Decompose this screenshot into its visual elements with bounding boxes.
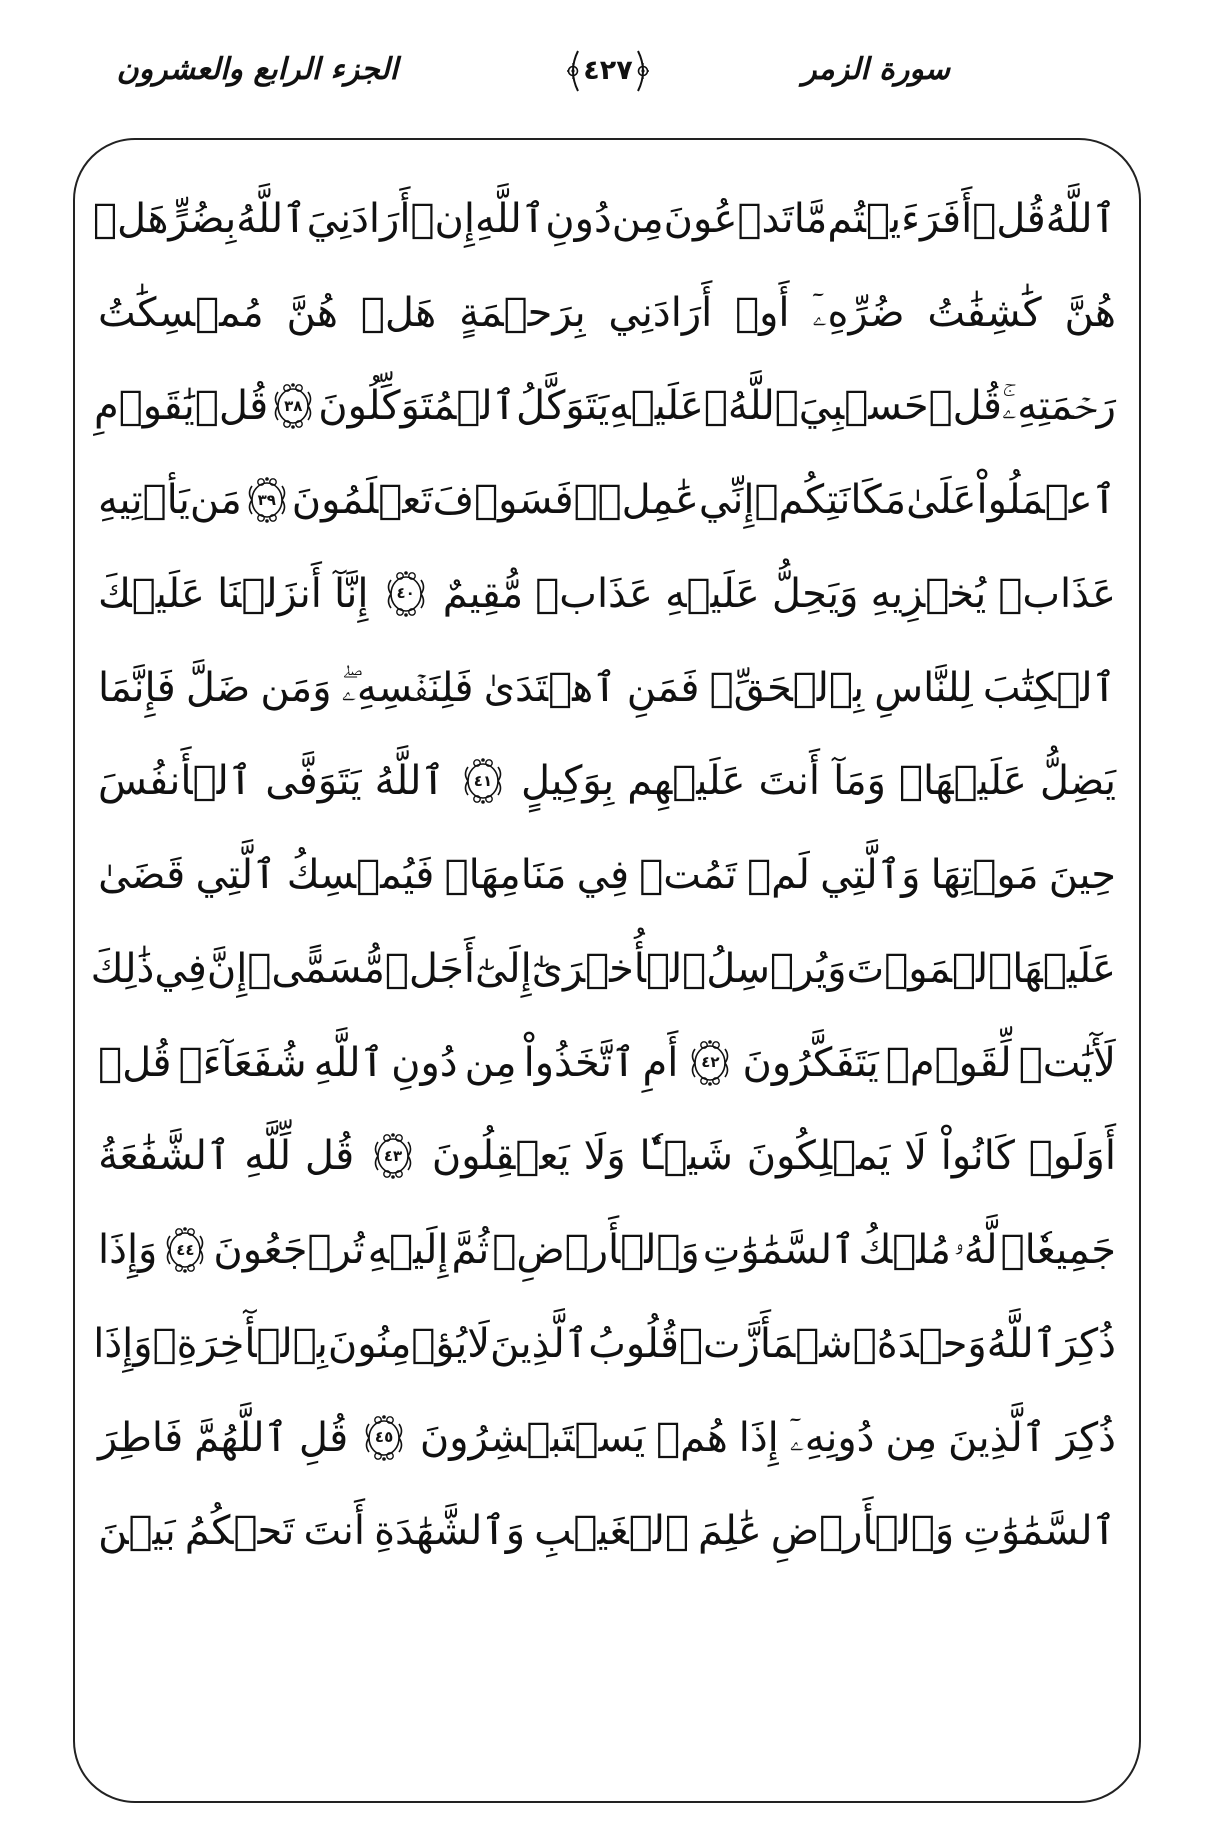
word: ٱلَّذِينَ — [948, 1414, 1047, 1461]
word: ٱللَّهُمَّ — [194, 1414, 288, 1461]
word: ضُرِّهِۦٓ — [812, 289, 905, 336]
word: مُمۡسِكَٰتُ — [98, 289, 264, 336]
word: عَلَيۡهِ — [665, 570, 760, 617]
word: لِّقَوۡمٖ — [885, 1039, 1012, 1086]
word: يَتَفَكَّرُونَ — [742, 1039, 879, 1086]
word: عَلَيۡهَاۖ — [899, 758, 1027, 805]
word: مُّقِيمٌ — [442, 570, 524, 617]
text-line — [98, 641, 1116, 735]
word: فِي — [576, 852, 630, 899]
word: وَٱلۡأَرۡضِ — [770, 1508, 955, 1555]
word: مَّا — [793, 195, 828, 242]
word: مِن — [464, 1039, 517, 1086]
word: ٱللَّهُ — [986, 1320, 1058, 1367]
page-header — [0, 38, 1214, 108]
word: فَيُمۡسِكُ — [286, 852, 435, 899]
word: عَلَيۡهَا — [1012, 945, 1116, 992]
word: ٱلۡأُخۡرَىٰٓ — [531, 945, 707, 992]
text-line — [98, 1110, 1116, 1204]
word: يَعۡقِلُونَ — [431, 1133, 570, 1180]
word: ٱلسَّمَٰوَٰتِ — [702, 1227, 856, 1274]
text-line — [98, 735, 1116, 829]
word: أَوَلَوۡ — [1028, 1133, 1116, 1180]
word: بِٱلۡحَقِّۖ — [709, 664, 865, 711]
quran-text-body — [90, 172, 1116, 1578]
word: أَرَادَنِيَ — [306, 195, 411, 242]
word: عَلَىٰ — [906, 477, 977, 524]
verse-end-marker — [383, 569, 429, 619]
text-line — [98, 547, 1116, 641]
word: ذَٰلِكَ — [90, 945, 155, 992]
page-number-block — [565, 46, 651, 96]
word: عَلَيۡهِم — [627, 758, 746, 805]
word: عَلَيۡكَ — [98, 570, 205, 617]
word: يَضِلُّ — [1039, 758, 1116, 805]
word: لَا — [467, 1320, 491, 1367]
word: أَوۡ — [735, 289, 790, 336]
text-line — [90, 922, 1116, 1016]
text-line — [98, 266, 1116, 360]
word: مِن — [611, 195, 664, 242]
word: وَمَآ — [833, 758, 886, 805]
word: عَلَيۡهِ — [609, 383, 704, 430]
word: فِي — [154, 945, 207, 992]
word: أَنزَلۡنَا — [217, 570, 322, 617]
word: إِنۡ — [410, 195, 475, 242]
word: ٱلۡأَنفُسَ — [98, 758, 253, 805]
word: وَٱلَّتِي — [820, 852, 921, 899]
text-line — [98, 1391, 1116, 1485]
word: لَّهُۥ — [953, 1227, 998, 1274]
word: هُنَّ — [286, 289, 339, 336]
surah-title: سورة الزمر — [802, 52, 950, 87]
text-line — [98, 453, 1116, 547]
word: فَاطِرَ — [98, 1414, 184, 1461]
word: ٱللَّهُ — [236, 195, 307, 242]
word: مَنَامِهَاۖ — [444, 852, 567, 899]
word: إِنَّ — [206, 945, 248, 992]
text-line — [98, 1485, 1116, 1579]
verse-number: ٤٤ — [176, 1240, 195, 1259]
word: قُلۡ — [98, 1039, 172, 1086]
verse-number: ٣٨ — [284, 396, 303, 415]
word: ٱلۡمَوۡتَ — [846, 945, 1013, 992]
verse-end-marker — [244, 475, 290, 525]
word: وَيَحِلُّ — [771, 570, 859, 617]
verse-end-marker — [270, 381, 316, 431]
word: ٱللَّهِ — [313, 1039, 384, 1086]
word: إِذَا — [738, 1414, 779, 1461]
word: جَمِيعٗاۖ — [1000, 1227, 1116, 1274]
word: بَيۡنَ — [98, 1508, 176, 1555]
verse-number: ٤١ — [473, 771, 493, 790]
verse-end-marker — [687, 1038, 733, 1088]
word: رَحۡمَتِهِۦۚ — [1002, 383, 1116, 430]
word: وَلَا — [583, 1133, 626, 1180]
word: بِوَكِيلٍ — [520, 758, 615, 805]
word: دُونِ — [545, 195, 612, 242]
verse-end-marker — [460, 756, 506, 806]
word: قَضَىٰ — [98, 852, 186, 899]
word: عَٰمِلٞۖ — [573, 477, 699, 524]
word: إِنِّي — [698, 477, 755, 524]
word: يُخۡزِيهِ — [870, 570, 987, 617]
word: إِلَىٰٓ — [475, 945, 532, 992]
word: يَٰقَوۡمِ — [94, 383, 195, 430]
word: مَوۡتِهَا — [930, 852, 1039, 899]
word: وَإِذَا — [98, 1227, 158, 1274]
verse-end-marker — [162, 1225, 208, 1275]
word: ٱهۡتَدَىٰ — [483, 664, 617, 711]
word: أَنتَ — [303, 1508, 366, 1555]
word: يَأۡتِيهِ — [97, 477, 190, 524]
word: ٱلۡغَيۡبِ — [534, 1508, 689, 1555]
verse-number: ٤٢ — [701, 1053, 720, 1072]
word: أَنتَ — [758, 758, 821, 805]
floral-ornament-icon — [566, 49, 580, 93]
word: ٱتَّخَذُواْ — [523, 1039, 636, 1086]
word: ٱلۡكِتَٰبَ — [982, 664, 1116, 711]
verse-number: ٣٩ — [257, 490, 276, 509]
word: أَجَلٖ — [384, 945, 476, 992]
word: أَفَرَءَيۡتُم — [827, 195, 973, 242]
word: يُؤۡمِنُونَ — [327, 1320, 468, 1367]
word: ٱلشَّفَٰعَةُ — [98, 1133, 231, 1180]
word: لَا — [904, 1133, 927, 1180]
word: حَسۡبِيَ — [798, 383, 929, 430]
word: وَٱلۡأَرۡضِۖ — [492, 1227, 700, 1274]
text-line — [94, 360, 1116, 454]
word: دُونِ — [391, 1039, 458, 1086]
page-number: ٤٢٧ — [583, 55, 633, 86]
word: قُلِ — [298, 1414, 349, 1461]
word: عَذَابٞ — [535, 570, 653, 617]
word: كَٰشِفَٰتُ — [927, 289, 1042, 336]
word: وَحۡدَهُ — [876, 1320, 987, 1367]
word: هَلۡ — [93, 195, 169, 242]
word: وَيُرۡسِلُ — [706, 945, 847, 992]
text-line — [98, 828, 1116, 922]
word: دُونِهِۦٓ — [789, 1414, 875, 1461]
word: وَإِذَا — [93, 1320, 153, 1367]
word: قُلۡ — [972, 195, 1046, 242]
word: عَذَابٞ — [998, 570, 1116, 617]
verse-number: ٤٣ — [383, 1146, 403, 1165]
word: شَيۡـٔٗا — [639, 1133, 733, 1180]
word: مَكَانَتِكُمۡ — [754, 477, 907, 524]
word: تَحۡكُمُ — [184, 1508, 295, 1555]
word: ٱلۡمُتَوَكِّلُونَ — [318, 383, 517, 430]
word: أَمِ — [642, 1039, 679, 1086]
word: لِلنَّاسِ — [874, 664, 973, 711]
word: كَانُواْ — [940, 1133, 1015, 1180]
word: مُلۡكُ — [858, 1227, 951, 1274]
word: تَعۡلَمُونَ — [291, 477, 433, 524]
word: أَرَادَنِي — [608, 289, 713, 336]
verse-end-marker — [361, 1413, 407, 1463]
word: ذُكِرَ — [1057, 1320, 1116, 1367]
word: ٱعۡمَلُواْ — [976, 477, 1116, 524]
text-line — [93, 172, 1116, 266]
word: تَدۡعُونَ — [663, 195, 794, 242]
word: ٱللَّهِ — [474, 195, 546, 242]
word: يَمۡلِكُونَ — [746, 1133, 891, 1180]
word: قُل — [304, 1133, 355, 1180]
word: يَتَوَفَّى — [265, 758, 362, 805]
word: بِضُرٍّ — [168, 195, 237, 242]
floral-ornament-icon — [636, 49, 650, 93]
word: فَلِنَفۡسِهِۦۖ — [341, 664, 474, 711]
word: حِينَ — [1048, 852, 1116, 899]
word: وَمَن — [260, 664, 332, 711]
word: شُفَعَآءَۚ — [178, 1039, 307, 1086]
word: ٱللَّهُ — [1045, 195, 1116, 242]
word: فَمَنِ — [626, 664, 700, 711]
word: ٱللَّهُۖ — [703, 383, 799, 430]
word: إِلَيۡهِ — [367, 1227, 449, 1274]
word: وَٱلشَّهَٰدَةِ — [374, 1508, 526, 1555]
word: قُلۡ — [928, 383, 1003, 430]
verse-number: ٤٥ — [374, 1428, 394, 1447]
word: ذُكِرَ — [1057, 1414, 1116, 1461]
word: فَإِنَّمَا — [98, 664, 176, 711]
word: لِّلَّهِ — [244, 1133, 292, 1180]
word: مِن — [885, 1414, 938, 1461]
text-line — [98, 1016, 1116, 1110]
word: تَمُتۡ — [639, 852, 737, 899]
word: مُّسَمًّىۚ — [247, 945, 385, 992]
word: ٱلَّذِينَ — [490, 1320, 589, 1367]
word: لَأٓيَٰتٖ — [1018, 1039, 1116, 1086]
word: فَسَوۡفَ — [432, 477, 574, 524]
word: يَسۡتَبۡشِرُونَ — [419, 1414, 646, 1461]
word: ٱشۡمَأَزَّتۡ — [678, 1320, 877, 1367]
word: ٱلسَّمَٰوَٰتِ — [963, 1508, 1116, 1555]
juz-title: الجزء الرابع والعشرون — [116, 52, 398, 87]
word: هُنَّ — [1064, 289, 1116, 336]
word: ثُمَّ — [451, 1227, 490, 1274]
word: تُرۡجَعُونَ — [213, 1227, 365, 1274]
text-line — [98, 1203, 1116, 1297]
word: مَن — [189, 477, 242, 524]
word: لَمۡ — [747, 852, 810, 899]
word: ٱلَّتِي — [195, 852, 277, 899]
word: قُلُوبُ — [588, 1320, 679, 1367]
word: قُلۡ — [194, 383, 269, 430]
word: ٱللَّهُ — [374, 758, 445, 805]
word: بِرَحۡمَةٍ — [459, 289, 586, 336]
word: بِٱلۡأٓخِرَةِۖ — [152, 1320, 328, 1367]
verse-number: ٤٠ — [396, 584, 415, 603]
word: هَلۡ — [360, 289, 437, 336]
word: إِنَّآ — [334, 570, 369, 617]
text-line — [93, 1297, 1116, 1391]
word: هُمۡ — [656, 1414, 728, 1461]
verse-end-marker — [370, 1131, 416, 1181]
word: عَٰلِمَ — [698, 1508, 762, 1555]
word: يَتَوَكَّلُ — [516, 383, 610, 430]
word: ضَلَّ — [185, 664, 251, 711]
